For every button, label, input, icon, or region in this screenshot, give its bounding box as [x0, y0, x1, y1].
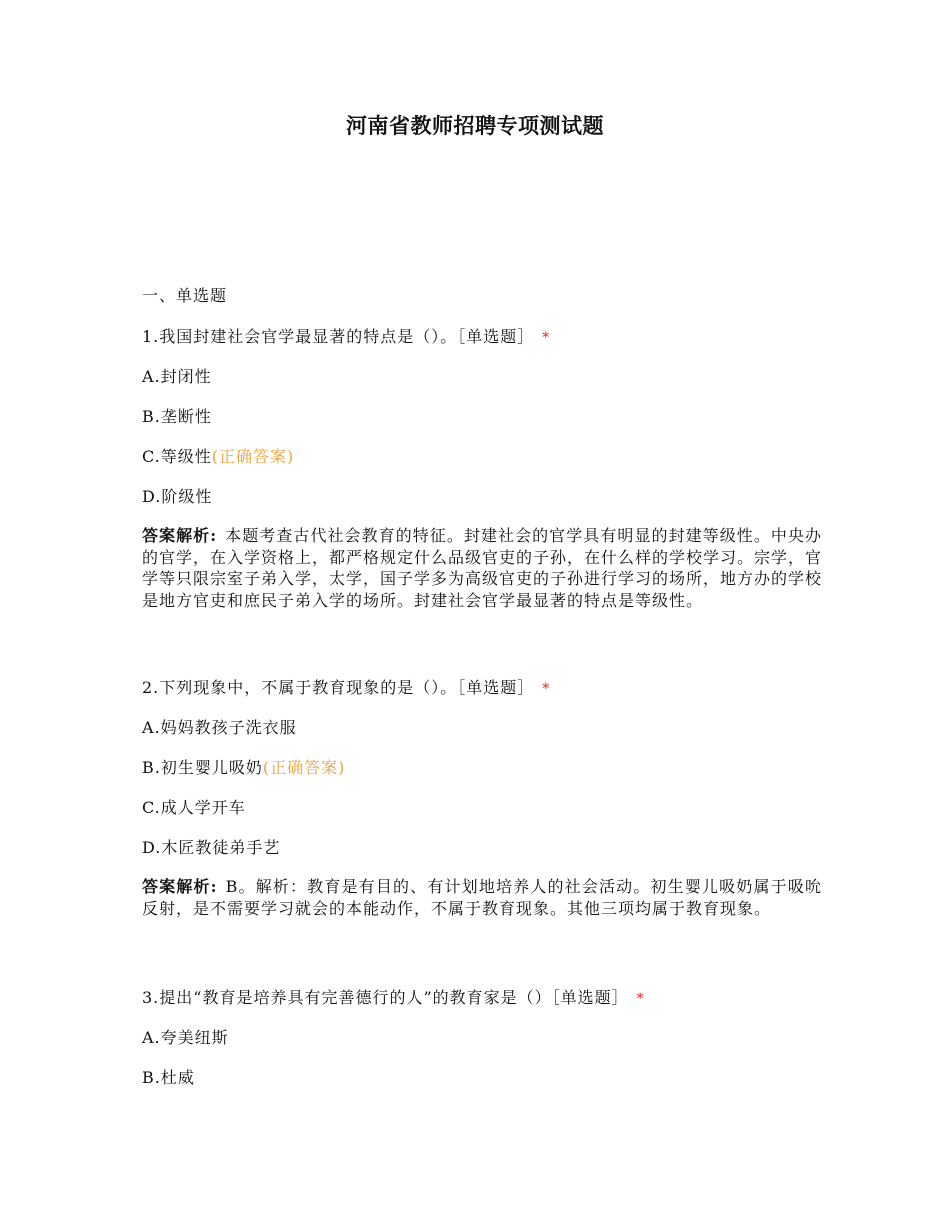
option-label: B.初生婴儿吸奶: [142, 758, 263, 777]
option-label: D.阶级性: [142, 487, 213, 506]
question-1: [142, 327, 822, 611]
question-stem-text: 2.下列现象中，不属于教育现象的是（）。［单选题］: [142, 678, 535, 697]
analysis-text: 本题考查古代社会教育的特征。封建社会的官学具有明显的封建等级性。中央办的官学，在入学资格上，都严格规定什么品级官吏的子孙，在什么样的学校学习。宗学，官学等只限宗室子弟入学，太学，国子学多为高级官吏的子孙进行学习的场所，地方办的学校是地方官吏和庶民子弟入学的场所。封建社会官学最显著的特点是等级性。: [142, 526, 823, 610]
question-stem-text: 1.我国封建社会官学最显著的特点是（）。［单选题］: [142, 327, 535, 346]
option-label: A.夸美纽斯: [142, 1028, 229, 1047]
option-b[interactable]: [142, 758, 822, 798]
option-label: C.成人学开车: [142, 798, 246, 817]
question-3: [142, 988, 822, 1108]
option-label: B.垄断性: [142, 407, 212, 426]
analysis-label: 答案解析:: [142, 877, 218, 896]
question-stem-text: 3.提出“教育是培养具有完善德行的人”的教育家是（）［单选题］: [142, 988, 629, 1007]
option-label: A.妈妈教孩子洗衣服: [142, 718, 297, 737]
option-b[interactable]: [142, 1068, 822, 1108]
option-d[interactable]: [142, 838, 822, 878]
option-a[interactable]: [142, 367, 822, 407]
question-2: [142, 678, 822, 919]
section-heading: 一、单选题: [142, 286, 228, 305]
answer-analysis: [142, 525, 822, 611]
correct-answer-tag: (正确答案): [211, 447, 295, 466]
required-mark: *: [636, 991, 645, 1007]
required-mark: *: [542, 681, 551, 697]
question-stem: [142, 327, 822, 367]
option-label: A.封闭性: [142, 367, 212, 386]
option-c[interactable]: [142, 447, 822, 487]
option-label: B.杜威: [142, 1068, 195, 1087]
correct-answer-tag: (正确答案): [262, 758, 346, 777]
analysis-text: B。解析：教育是有目的、有计划地培养人的社会活动。初生婴儿吸奶属于吸吮反射，是不需要学习就会的本能动作，不属于教育现象。其他三项均属于教育现象。: [142, 877, 822, 918]
analysis-label: 答案解析:: [142, 526, 218, 545]
document-title: 河南省教师招聘专项测试题: [346, 113, 604, 138]
option-d[interactable]: [142, 487, 822, 527]
option-a[interactable]: [142, 718, 822, 758]
option-label: C.等级性: [142, 447, 212, 466]
option-c[interactable]: [142, 798, 822, 838]
question-stem: [142, 678, 822, 718]
option-label: D.木匠教徒弟手艺: [142, 838, 281, 857]
question-stem: [142, 988, 822, 1028]
option-a[interactable]: [142, 1028, 822, 1068]
option-b[interactable]: [142, 407, 822, 447]
required-mark: *: [542, 330, 551, 346]
answer-analysis: [142, 876, 822, 919]
